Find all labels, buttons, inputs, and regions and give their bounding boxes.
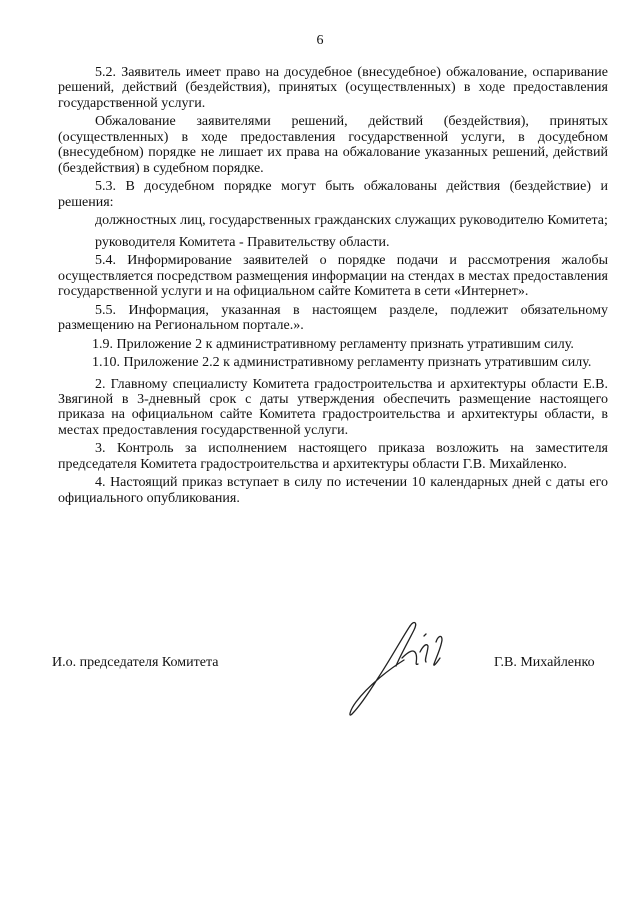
page-number: 6 — [316, 33, 324, 48]
signatory-position: И.о. председателя Комитета — [52, 655, 219, 670]
paragraph-5-2: 5.2. Заявитель имеет право на досудебное (внесудебное) обжалование, оспаривание решений, действий (бездействия), принятых (осуществленных) в ходе предоставления государственной услуги. — [58, 65, 608, 111]
paragraph-officials: должностных лиц, государственных гражданских служащих руководителю Комитета; — [95, 213, 608, 229]
signatory-name: Г.В. Михайленко — [494, 655, 595, 670]
paragraph-2: 2. Главному специалисту Комитета градостроительства и архитектуры области Е.В. Звягиной в 3-дневный срок с даты утверждения обеспечить размещение настоящего приказа на официальном сайте Комитета градостроительства и архитектуры области, в местах предоставления государственной услуги. — [58, 376, 608, 438]
paragraph-5-3: 5.3. В досудебном порядке могут быть обжалованы действия (бездействие) и решения: — [58, 179, 608, 210]
paragraph-4: 4. Настоящий приказ вступает в силу по истечении 10 календарных дней с даты его официального опубликования. — [58, 475, 608, 506]
paragraph-1-9: 1.9. Приложение 2 к административному регламенту признать утратившим силу. — [92, 336, 574, 352]
paragraph-appeal: Обжалование заявителями решений, действий (бездействия), принятых (осуществленных) в ходе предоставления государственной услуги, в досудебном (внесудебном) порядке не лишает их права на обжалование указанных решений, действий (бездействия) в судебном порядке. — [58, 114, 608, 176]
paragraph-3: 3. Контроль за исполнением настоящего приказа возложить на заместителя председателя Комитета градостроительства и архитектуры области Г.В. Михайленко. — [58, 441, 608, 472]
paragraph-5-5: 5.5. Информация, указанная в настоящем разделе, подлежит обязательному размещению на Региональном портале.». — [58, 302, 608, 334]
paragraph-5-4: 5.4. Информирование заявителей о порядке подачи и рассмотрения жалобы осуществляется посредством размещения информации на стендах в местах предоставления государственной услуги и на официальном сайте Комитета в сети «Интернет». — [58, 253, 608, 300]
document-body — [58, 65, 608, 509]
paragraph-head: руководителя Комитета - Правительству области. — [95, 234, 390, 250]
handwritten-signature — [338, 612, 473, 720]
paragraph-1-10: 1.10. Приложение 2.2 к административному регламенту признать утратившим силу. — [92, 355, 592, 371]
